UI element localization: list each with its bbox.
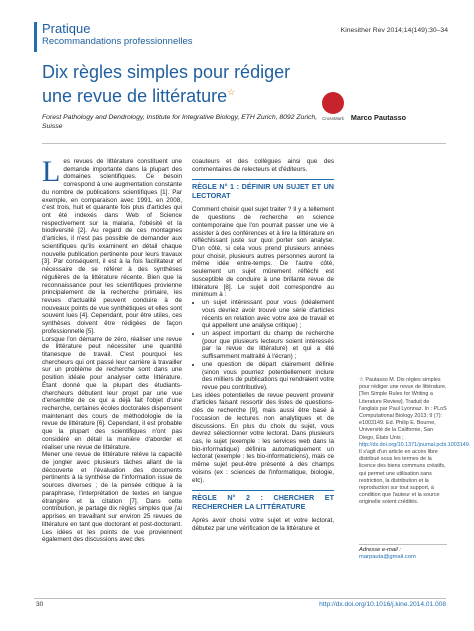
body-column-2 bbox=[192, 158, 334, 533]
paragraph-intro-text: es revues de littérature constituent une demande importante dans la plupart des domaines scientifiques. Ce besoin correspond à une augmentation constante du nombre de publications scientifiques [1]. Par exemple, en comparaison avec 1991, en 2008, c'est trois, huit et quarante fois plus d'articles qui ont été indexés dans Web of Science respectivement sur la malaria, l'obésité et la biodiversité [2]. Au regard de ces montagnes d'articles, il n'est pas possible de demander aux scientifiques qu'ils examinent en détail chaque nouvelle publication pertinente pour leurs travaux [3]. Par conséquent, il est à la fois facilitateur et nécessaire de se référer à des synthèses régulières de la littérature récente. Bien que la reconnaissance pour les scientifiques provienne principalement de la recherche primaire, les revues d'actualité peuvent conduire à de nouveaux points de vue synthétiques et elles sont souvent lues [4]. Cependant, pour être utiles, ces synthèses doivent être rédigées de façon professionnelle [5]. bbox=[42, 158, 182, 335]
header-accent-bar bbox=[34, 22, 37, 52]
rule-2-heading: RÈGLE N° 2 : CHERCHER ET RECHERCHER LA LITTÉRATURE bbox=[192, 490, 334, 511]
list-item: • un aspect important du champ de recherche (pour que plusieurs lecteurs soient intéressés par la revue de littérature) et qui a été suffisamment maltraité à l'écran) ; bbox=[202, 330, 334, 361]
article-title bbox=[42, 62, 312, 106]
section-label: Pratique bbox=[42, 21, 91, 36]
rule-2-paragraph: Après avoir choisi votre sujet et votre lectorat, débutez par une vérification de la littérature et bbox=[192, 517, 334, 533]
contact-box bbox=[359, 544, 447, 561]
footnote-text: ☆ Pautasso M. Dix règles simples pour rédiger une revue de littérature. [Ten Simple Rules for Writing a Literature Review]. Traduit de l'anglais par Paul Lyonnaz. In : PLoS Computational Biology 2013; 9 (7): e1003149. Ed. Philip E. Bourne, Université de la Californie, San Diego, États Unis ; bbox=[359, 377, 447, 441]
article-title-text: Dix règles simples pour rédiger une revue de littérature bbox=[42, 62, 291, 106]
doi-link[interactable]: http://dx.doi.org/10.1016/j.kine.2014.01.008 bbox=[319, 601, 446, 608]
author-affiliation: Forest Pathology and Dendrology, Institute for Integrative Biology, ETH Zurich, 8092 Zurich, Suisse bbox=[42, 114, 318, 130]
title-footnote-mark[interactable]: ☆ bbox=[227, 87, 236, 97]
crossmark-icon[interactable] bbox=[322, 92, 344, 114]
paragraph-intro bbox=[42, 155, 182, 336]
paragraph-3: Mener une revue de littérature relève la capacité de jongler avec plusieurs tâches allant de la découverte et l'évaluation des documents pertinents à la synthèse de l'information issue de sources diverses ; de la pensée critique à la paraphrase, l'interprétation de textes en langue étrangère et la citation [7]. Dans cette contribution, je partage dix règles simples que j'ai apprises en travaillant sur environ 25 revues de littérature en tant que doctorant et post-doctorant. Les idées et les points de vue proviennent également des discussions avec des bbox=[42, 451, 182, 544]
paragraph-continued: coauteurs et des collègues ainsi que des commentaires de relecteurs et d'éditeurs. bbox=[192, 158, 334, 173]
list-item: • un sujet intéressant pour vous (idéalement vous devriez avoir trouvé une série d'articles récents en relation avec votre axe de travail et qui appellent une analyse critique) ; bbox=[202, 299, 334, 330]
subsection-label: Recommandations professionnelles bbox=[42, 36, 193, 47]
rule-1-paragraph: Comment choisir quel sujet traiter ? Il y a tellement de questions de recherche en science contemporaine que l'on pourrait passer une vie à assister à des conférences et à lire la littérature en réfléchissant juste sur quoi porter son analyse. D'un côté, si cela vous prend plusieurs années pour choisir, plusieurs autres personnes auront la même idée entre-temps. De l'autre côté, seulement un sujet mûrement réfléchi est susceptible de conduire à une brillante revue de littérature [8]. Le sujet doit correspondre au minimum à : bbox=[192, 206, 334, 299]
dropcap: L bbox=[42, 155, 61, 188]
email-label: Adresse e-mail : bbox=[359, 547, 401, 553]
rule-1-heading: RÈGLE N° 1 : DÉFINIR UN SUJET ET UN LECTORAT bbox=[192, 179, 334, 200]
footnote-doi-link[interactable]: http://dx.doi.org/10.1371/journal.pcbi.1003149. bbox=[359, 441, 471, 448]
journal-reference: Kinesither Rev 2014;14(149):30–34 bbox=[340, 27, 448, 34]
translation-footnote bbox=[359, 377, 471, 507]
paragraph-2: Lorsque l'on démarre de zéro, réaliser une revue de littérature peut nécessiter une quantité titanesque de travail. C'est pourquoi les chercheurs qui ont passé leur carrière à travailler sur un problème de recherche sont dans une position idéale pour analyser cette littérature. Étant donné que la plupart des étudiants-chercheurs débutent leur projet par une vue d'ensemble de ce qui a déjà fait l'objet d'une recherche, certaines écoles doctorales dispensent maintenant des cours de méthodologie de la revue de littérature [6]. Cependant, il est probable que la plupart des scientifiques n'ont pas considéré en détail la manière d'aborder et réaliser une revue de littérature. bbox=[42, 335, 183, 451]
author-name: Marco Pautasso bbox=[350, 113, 406, 122]
email-link[interactable]: marpauta@gmail.com bbox=[359, 554, 416, 561]
footnote-license: Il s'agit d'un article en accès libre distribué sous les termes de la licence des biens communs créatifs, qui permet une utilisation sans restriction, la distribution et la reproduction sur tout support, à condition que l'auteur et la source originelle soient crédités. bbox=[359, 449, 446, 506]
list-item: • une question de départ clairement définie (sinon vous pourriez potentiellement inclure des milliers de publications qui rendraient votre revue peu contributive). bbox=[202, 361, 334, 392]
header-divider bbox=[42, 143, 446, 144]
crossmark-label: CrossMark bbox=[322, 116, 344, 121]
page-number: 30 bbox=[36, 601, 44, 608]
body-column-1 bbox=[42, 155, 183, 544]
rule-1-list bbox=[192, 299, 334, 392]
footer-divider bbox=[34, 598, 446, 599]
rule-1-paragraph-2: Les idées potentielles de revue peuvent provenir d'articles faisant ressortir des listes de questions-clés de recherche [9], mais aussi être basé à l'occasion de lectures non analytiques et de discussions. En plus du choix du sujet, vous devrez sélectionner votre lectorat. Dans plusieurs cas, le sujet (exemple : les services web dans la bio-informatique) définira automatiquement un lectorat (exemple : les bio-informaticiens), mais ce même sujet peut-être présenté à des champs voisins (ex : sciences de l'informatique, biologie, etc). bbox=[192, 391, 334, 484]
